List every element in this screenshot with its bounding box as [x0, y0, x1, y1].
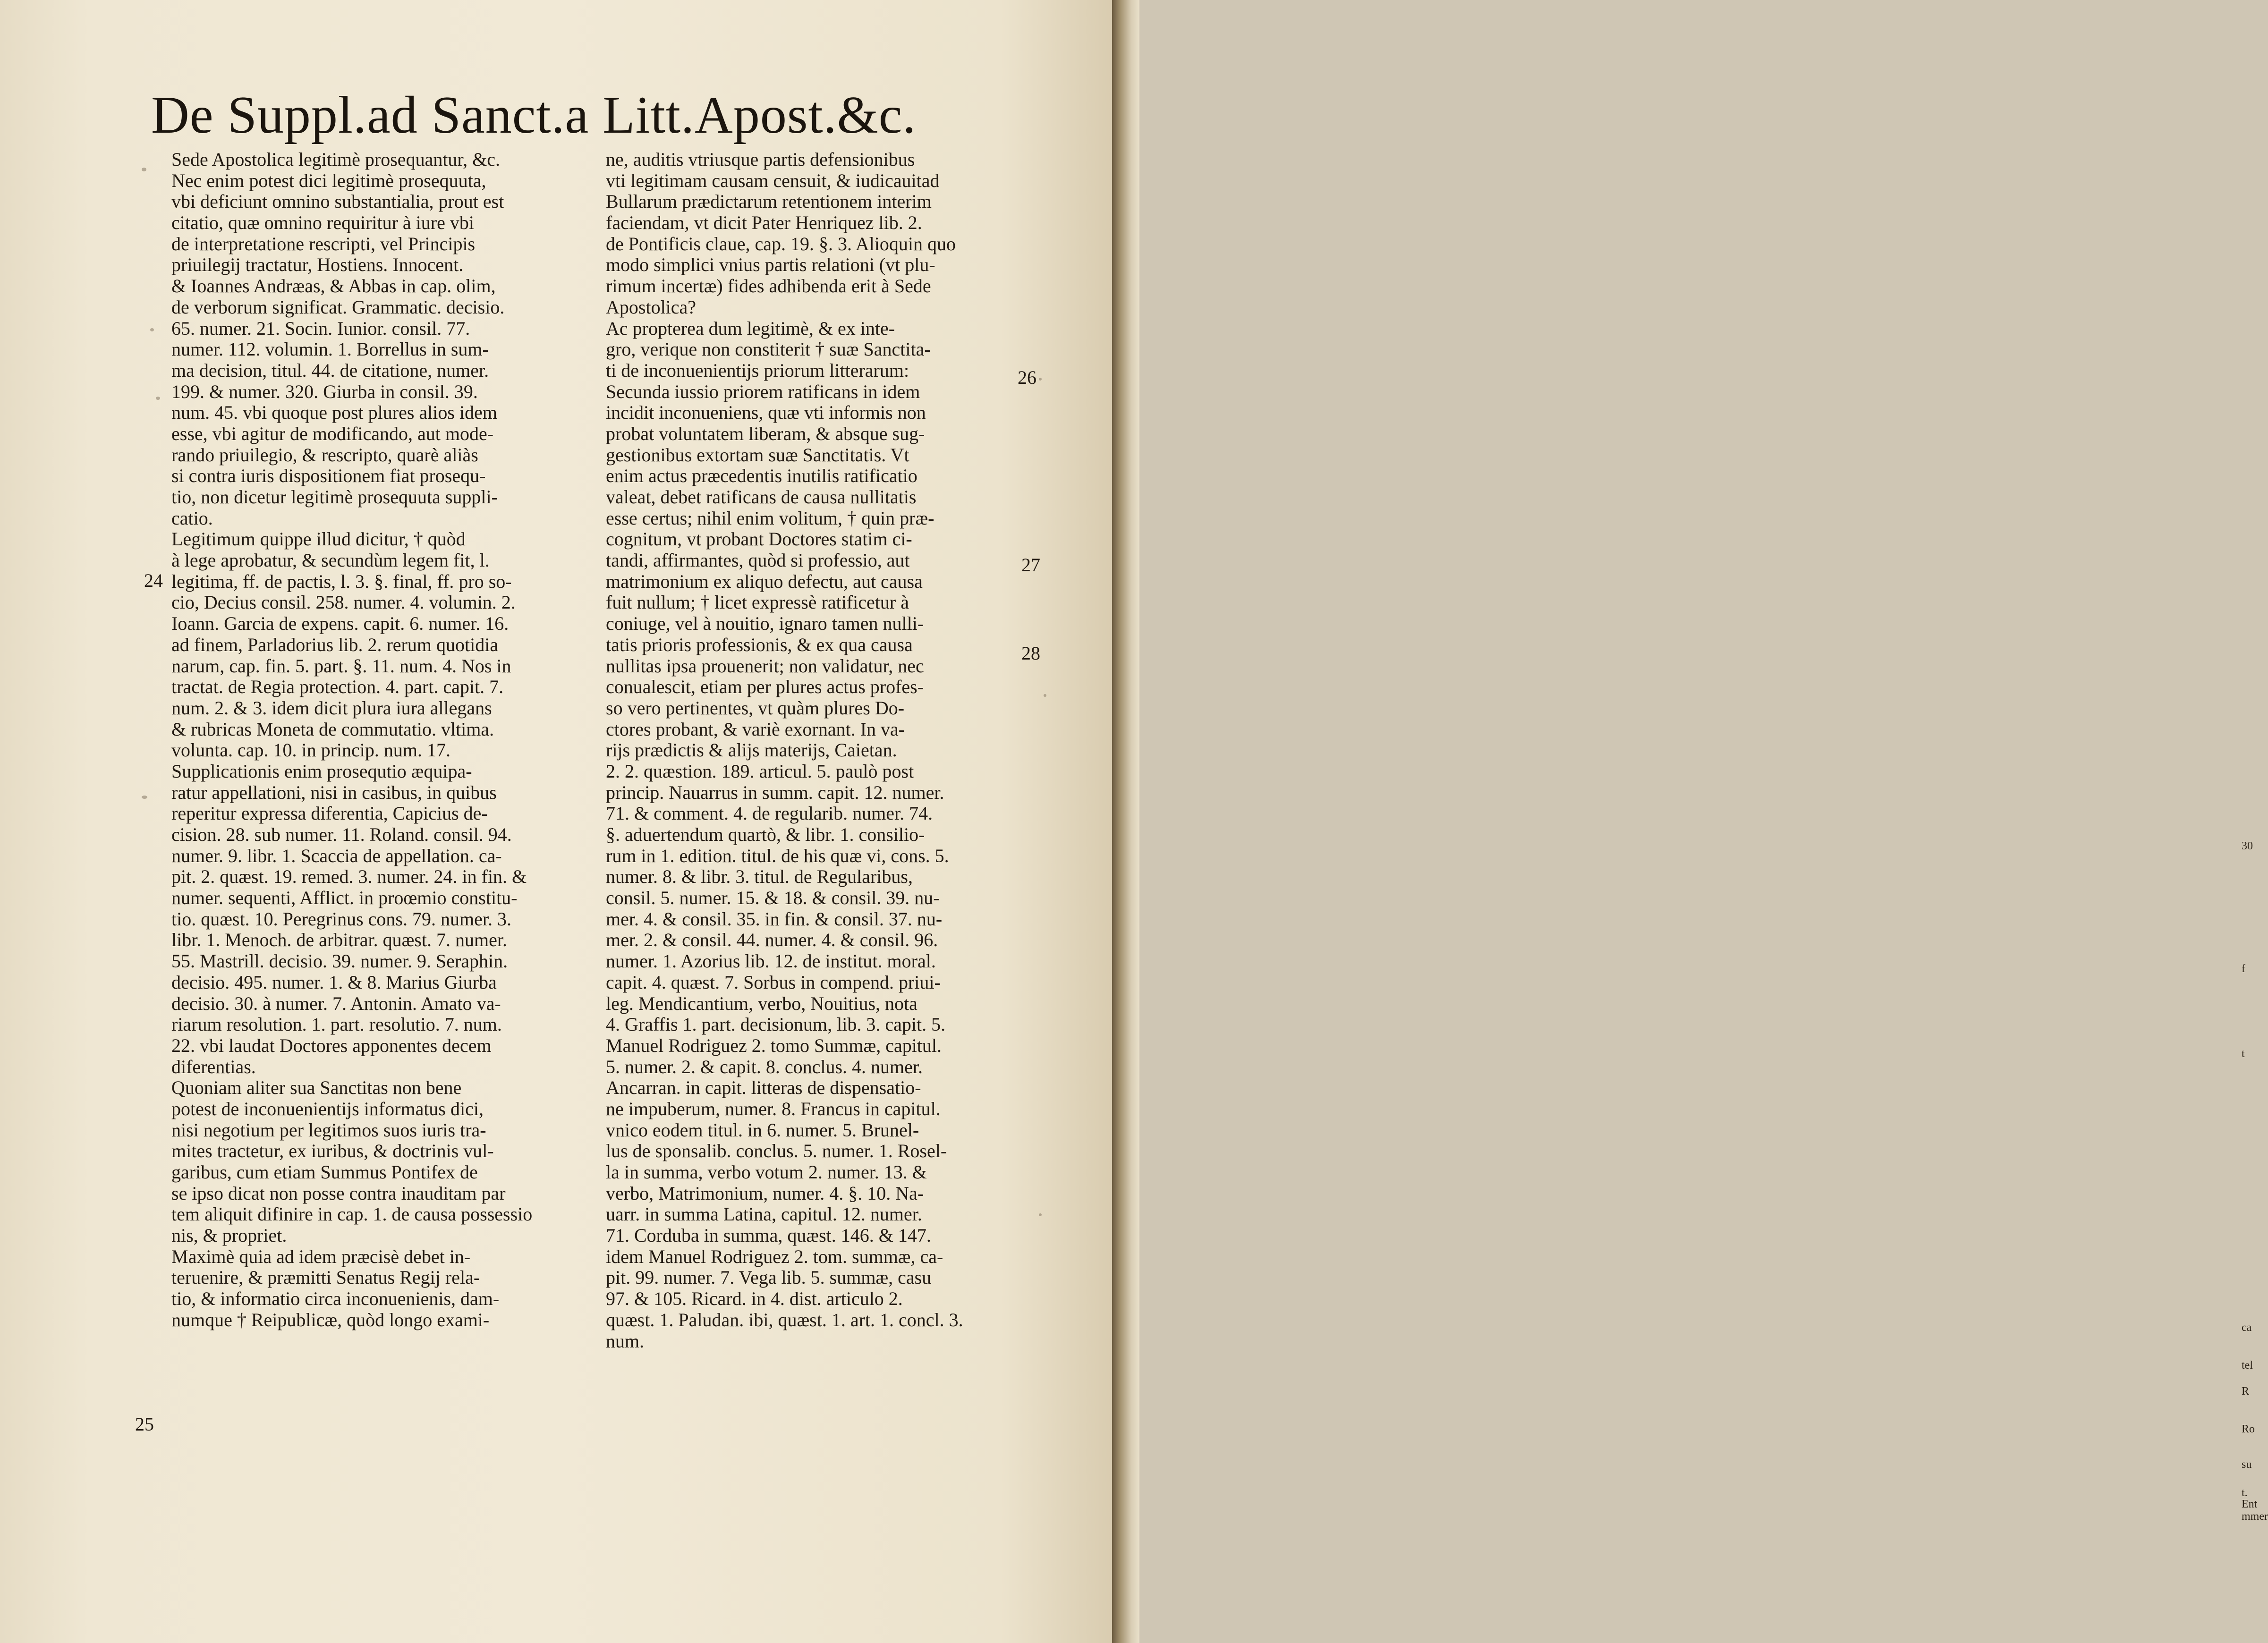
text-line: legitima, ff. de pactis, l. 3. §. final, ff. pro so- [171, 570, 512, 592]
text-line: 71. Corduba in summa, quæst. 146. & 147. [606, 1225, 931, 1246]
text-line: reperitur expressa diferentia, Capicius de- [171, 803, 488, 824]
text-line: 22. vbi laudat Doctores apponentes decem [171, 1034, 492, 1056]
text-line: rimum incertæ) fides adhibenda erit à Sede [606, 275, 931, 297]
edge-fragment: t [2242, 1048, 2245, 1060]
text-line: ctores probant, & variè exornant. In va- [606, 718, 905, 740]
left-column [171, 149, 625, 1331]
text-line: & Ioannes Andræas, & Abbas in cap. olim, [171, 275, 496, 297]
ink-speck [150, 328, 154, 331]
text-line: citatio, quæ omnino requiritur à iure vbi [171, 212, 474, 234]
text-line: narum, cap. fin. 5. part. §. 11. num. 4. Nos in [171, 655, 511, 677]
text-line: decisio. 30. à numer. 7. Antonin. Amato va- [171, 992, 501, 1014]
text-line: Maximè quia ad idem præcisè debet in- [171, 1245, 471, 1267]
text-line: enim actus præcedentis inutilis ratificatio [606, 465, 917, 487]
text-line: numque † Reipublicæ, quòd longo exami- [171, 1309, 490, 1330]
text-line: Legitimum quippe illud dicitur, † quòd [171, 528, 466, 550]
text-line: ne, auditis vtriusque partis defensionibus [606, 149, 915, 170]
text-line: diferentias. [171, 1056, 256, 1077]
text-line: coniuge, vel à nouitio, ignaro tamen nulli- [606, 613, 924, 635]
text-line: de verborum significat. Grammatic. decisio. [171, 296, 505, 318]
edge-fragment: tel [2242, 1359, 2253, 1372]
text-line: consil. 5. numer. 15. & 18. & consil. 39. nu- [606, 887, 940, 909]
margin-number: 28 [1021, 643, 1040, 664]
text-line: lus de sponsalib. conclus. 5. numer. 1. Rosel- [606, 1140, 947, 1162]
text-line: teruenire, & præmitti Senatus Regij rela- [171, 1267, 480, 1288]
text-line: numer. 1. Azorius lib. 12. de institut. moral. [606, 950, 936, 972]
text-line: se ipso dicat non posse contra inauditam par [171, 1182, 506, 1204]
text-line: catio. [171, 507, 213, 529]
adjacent-page-edge [1112, 0, 2268, 1643]
text-line: verbo, Matrimonium, numer. 4. §. 10. Na- [606, 1182, 924, 1204]
text-line: Bullarum prædictarum retentionem interim [606, 191, 932, 212]
margin-number: 24 [144, 570, 163, 591]
margin-number: 27 [1021, 554, 1040, 576]
text-line: 199. & numer. 320. Giurba in consil. 39. [171, 381, 478, 402]
text-line: leg. Mendicantium, verbo, Nouitius, nota [606, 992, 917, 1014]
text-line: idem Manuel Rodriguez 2. tom. summæ, ca- [606, 1245, 943, 1267]
text-line: gestionibus extortam suæ Sanctitatis. Vt [606, 444, 909, 466]
text-line: garibus, cum etiam Summus Pontifex de [171, 1161, 478, 1183]
text-line: nullitas ipsa prouenerit; non validatur, nec [606, 655, 924, 677]
text-line: num. 45. vbi quoque post plures alios idem [171, 402, 497, 423]
text-line: Supplicationis enim prosequtio æquipa- [171, 760, 472, 782]
text-line: capit. 4. quæst. 7. Sorbus in compend. priui- [606, 971, 941, 993]
text-line: Ancarran. in capit. litteras de dispensatio- [606, 1077, 921, 1099]
text-line: tractat. de Regia protection. 4. part. capit. 7. [171, 676, 504, 698]
text-line: tio, non dicetur legitimè prosequuta suppli- [171, 486, 498, 508]
text-line: nis, & propriet. [171, 1225, 287, 1246]
text-line: uarr. in summa Latina, capitul. 12. numer. [606, 1203, 922, 1225]
text-line: tatis prioris professionis, & ex qua causa [606, 634, 913, 655]
text-line: Nec enim potest dici legitimè prosequuta, [171, 169, 486, 191]
text-line: tio, & informatio circa inconuenienis, dam- [171, 1288, 500, 1310]
text-line: priuilegij tractatur, Hostiens. Innocent. [171, 254, 464, 276]
text-line: rum in 1. edition. titul. de his quæ vi, cons. 5. [606, 845, 949, 866]
text-line: 2. 2. quæstion. 189. articul. 5. paulò post [606, 760, 914, 782]
edge-fragment: R [2242, 1385, 2250, 1397]
text-line: tandi, affirmantes, quòd si professio, aut [606, 550, 910, 571]
margin-number: 25 [135, 1414, 154, 1435]
text-line: riarum resolution. 1. part. resolutio. 7. num. [171, 1014, 502, 1035]
text-line: Manuel Rodriguez 2. tomo Summæ, capitul. [606, 1034, 942, 1056]
edge-fragment: su [2242, 1458, 2252, 1471]
text-line: ti de inconuenientijs priorum litterarum: [606, 359, 909, 381]
text-line: pit. 2. quæst. 19. remed. 3. numer. 24. in fin. & [171, 866, 527, 888]
text-line: vnico eodem titul. in 6. numer. 5. Brunel- [606, 1119, 919, 1141]
text-line: de Pontificis claue, cap. 19. §. 3. Alioquin quo [606, 233, 956, 254]
text-line: ne impuberum, numer. 8. Francus in capitul. [606, 1098, 941, 1119]
text-line: matrimonium ex aliquo defectu, aut causa [606, 570, 923, 592]
text-line: decisio. 495. numer. 1. & 8. Marius Giurba [171, 971, 497, 993]
text-line: ma decision, titul. 44. de citatione, numer. [171, 359, 489, 381]
text-line: so vero pertinentes, vt quàm plures Do- [606, 697, 905, 719]
text-line: Sede Apostolica legitimè prosequantur, &c. [171, 149, 501, 170]
text-line: ad finem, Parladorius lib. 2. rerum quotidia [171, 634, 499, 655]
text-line: Ioann. Garcia de expens. capit. 6. numer. 16. [171, 613, 509, 635]
text-line: Quoniam aliter sua Sanctitas non bene [171, 1077, 462, 1099]
text-line: faciendam, vt dicit Pater Henriquez lib. 2. [606, 212, 922, 234]
right-column [606, 149, 1059, 1352]
ink-speck [1039, 378, 1042, 381]
text-line: esse, vbi agitur de modificando, aut mode- [171, 423, 494, 444]
text-line: la in summa, verbo votum 2. numer. 13. & [606, 1161, 927, 1183]
text-line: cio, Decius consil. 258. numer. 4. volumin. 2. [171, 592, 516, 613]
edge-fragment: t. Ent [2242, 1487, 2258, 1510]
ink-speck [1044, 694, 1046, 697]
edge-fragment: mmer [2242, 1510, 2268, 1523]
text-line: Ac propterea dum legitimè, & ex inte- [606, 317, 895, 339]
text-line: 5. numer. 2. & capit. 8. conclus. 4. numer. [606, 1056, 923, 1077]
text-line: pit. 99. numer. 7. Vega lib. 5. summæ, casu [606, 1267, 932, 1288]
text-line: 97. & 105. Ricard. in 4. dist. articulo 2. [606, 1288, 903, 1310]
text-line: ratur appellationi, nisi in casibus, in quibus [171, 781, 497, 803]
text-line: cision. 28. sub numer. 11. Roland. consil. 94. [171, 824, 512, 845]
book-page [0, 0, 1112, 1643]
text-line: nisi negotium per legitimos suos iuris tra- [171, 1119, 486, 1141]
text-line: & rubricas Moneta de commutatio. vltima. [171, 718, 494, 740]
text-line: numer. 9. libr. 1. Scaccia de appellation. ca- [171, 845, 502, 866]
text-line: 4. Graffis 1. part. decisionum, lib. 3. capit. 5. [606, 1014, 946, 1035]
ink-speck [142, 168, 146, 171]
text-line: tio. quæst. 10. Peregrinus cons. 79. numer. 3. [171, 908, 511, 930]
text-line: esse certus; nihil enim volitum, † quin præ- [606, 507, 934, 529]
text-line: num. 2. & 3. idem dicit plura iura allegans [171, 697, 492, 719]
ink-speck [142, 796, 147, 799]
text-line: cognitum, vt probant Doctores statim ci- [606, 528, 912, 550]
text-line: vti legitimam causam censuit, & iudicauitad [606, 169, 940, 191]
text-line: libr. 1. Menoch. de arbitrar. quæst. 7. numer. [171, 929, 507, 951]
text-line: potest de inconuenientijs informatus dici, [171, 1098, 484, 1119]
text-line: vbi deficiunt omnino substantialia, prout est [171, 191, 504, 212]
text-line: numer. 8. & libr. 3. titul. de Regularibus, [606, 866, 913, 888]
text-line: num. [606, 1330, 645, 1352]
text-line: mer. 4. & consil. 35. in fin. & consil. 37. nu- [606, 908, 943, 930]
text-line: Apostolica? [606, 296, 697, 318]
text-line: rijs prædictis & alijs materijs, Caietan. [606, 739, 897, 761]
text-line: volunta. cap. 10. in princip. num. 17. [171, 739, 451, 761]
edge-fragment: ca [2242, 1321, 2252, 1334]
edge-fragment: 30 [2242, 840, 2253, 852]
running-header: De Suppl.ad Sanct.a Litt.Apost.&c. [151, 86, 917, 144]
edge-fragment: Ro [2242, 1423, 2255, 1435]
text-line: princip. Nauarrus in summ. capit. 12. numer. [606, 781, 944, 803]
text-line: rando priuilegio, & rescripto, quarè aliàs [171, 444, 478, 466]
text-line: 65. numer. 21. Socin. Iunior. consil. 77. [171, 317, 470, 339]
text-line: numer. sequenti, Afflict. in proœmio constitu- [171, 887, 518, 909]
text-line: probat voluntatem liberam, & absque sug- [606, 423, 925, 444]
text-line: mer. 2. & consil. 44. numer. 4. & consil. 96. [606, 929, 938, 951]
margin-number: 26 [1018, 367, 1036, 388]
ink-speck [156, 397, 160, 400]
ink-speck [1039, 1213, 1042, 1216]
text-line: fuit nullum; † licet expressè ratificetur à [606, 592, 909, 613]
text-line: gro, verique non constiterit † suæ Sanctita- [606, 339, 931, 360]
text-line: à lege aprobatur, & secundùm legem fit, l. [171, 550, 490, 571]
text-line: Secunda iussio priorem ratificans in idem [606, 381, 920, 402]
text-line: conualescit, etiam per plures actus profes- [606, 676, 924, 698]
text-line: numer. 112. volumin. 1. Borrellus in sum- [171, 339, 489, 360]
edge-fragment: f [2242, 963, 2245, 975]
text-line: §. aduertendum quartò, & libr. 1. consilio- [606, 824, 925, 845]
text-line: tem aliquit difinire in cap. 1. de causa possessio [171, 1203, 533, 1225]
text-line: 55. Mastrill. decisio. 39. numer. 9. Seraphin. [171, 950, 508, 972]
text-line: incidit inconueniens, quæ vti informis non [606, 402, 926, 423]
text-line: valeat, debet ratificans de causa nullitatis [606, 486, 917, 508]
text-line: 71. & comment. 4. de regularib. numer. 74. [606, 803, 933, 824]
text-line: mites tractetur, ex iuribus, & doctrinis vul- [171, 1140, 494, 1162]
text-line: quæst. 1. Paludan. ibi, quæst. 1. art. 1. concl. 3. [606, 1309, 963, 1330]
text-line: modo simplici vnius partis relationi (vt plu- [606, 254, 935, 276]
text-line: de interpretatione rescripti, vel Principis [171, 233, 476, 254]
text-line: si contra iuris dispositionem fiat prosequ- [171, 465, 486, 487]
